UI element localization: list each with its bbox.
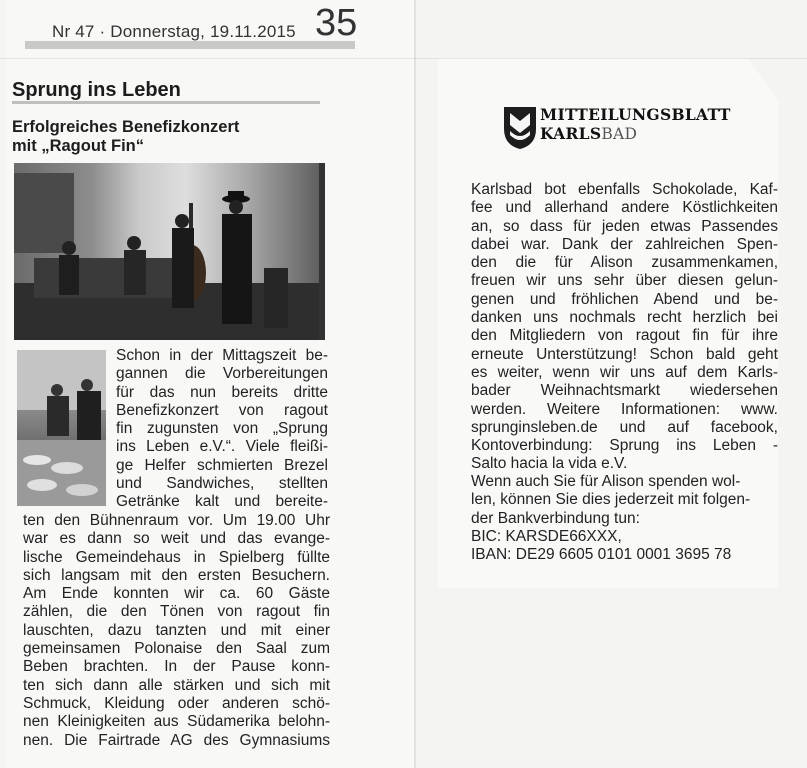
text-line: BIC: KARSDE66XXX, [471, 527, 622, 545]
text-line: dabei war. Dank der zahlreichen Spen- [471, 235, 778, 253]
text-line: für das nun bereits dritte [116, 383, 328, 401]
bank-details-text [471, 473, 778, 564]
article-text-narrow [116, 347, 328, 512]
text-line: Schmuck, Kleidung oder anderen schö- [23, 694, 330, 712]
band-photo-drawing [14, 163, 325, 340]
text-line: bader Weihnachtsmarkt wiedersehen [471, 382, 778, 400]
masthead-town-bold: KARLS [540, 124, 602, 143]
text-line: gannen die Vorbereitungen [116, 365, 328, 383]
text-line: Getränke kalt und bereite- [116, 493, 328, 511]
text-line: an, so dass für jeden etwas Passendes [471, 217, 778, 235]
text-line: genen und fröhlichen Abend und be- [471, 290, 778, 308]
article-text-wide [23, 512, 330, 750]
text-line: ins Leben e.V.“. Viele fleißi- [116, 438, 328, 456]
text-line: Schon in der Mittagszeit be- [116, 347, 328, 364]
buffet-helpers-photo-icon [17, 350, 106, 506]
text-line: zählen, die den Tönen von ragout fin [23, 603, 330, 621]
continuation-text [471, 181, 778, 474]
text-line: Salto hacia la vida e.V. [471, 455, 628, 473]
text-line: und Sandwiches, stellten [116, 475, 328, 493]
text-line: sprunginsleben.de und auf facebook, [471, 418, 778, 436]
text-line: fin zugunsten von „Sprung [116, 420, 328, 438]
text-line: war es dann so weit und das evange- [23, 530, 330, 548]
text-line: Kontoverbindung: Sprung ins Leben - [471, 437, 778, 455]
page-number: 35 [315, 2, 358, 44]
headline-line: mit „Ragout Fin“ [12, 137, 144, 155]
header-bar [25, 41, 355, 49]
text-line: der Bankverbindung tun: [471, 509, 640, 527]
text-line: Benefizkonzert von ragout [116, 401, 328, 419]
text-line: IBAN: DE29 6605 0101 0001 3695 78 [471, 546, 732, 564]
text-line: den die für Alison zusammenkamen, [471, 254, 778, 272]
text-line: lauschten, dazu tanzten und mit einer [23, 621, 330, 639]
text-line: ten den Bühnenraum vor. Um 19.00 Uhr [23, 512, 330, 529]
masthead-town [540, 124, 637, 143]
text-line: Am Ende konnten wir ca. 60 Gäste [23, 585, 330, 603]
text-line: gemeinsamen Polonaise den Saal zum [23, 640, 330, 658]
scan-fold-line [414, 0, 416, 768]
text-line: fee und allerhand andere Köstlichkeiten [471, 199, 778, 217]
section-rule [12, 101, 320, 104]
band-performance-photo-icon [14, 163, 325, 340]
text-line: werden. Weitere Informationen: www. [471, 400, 778, 418]
text-line: Beben brachten. In der Pause konn- [23, 658, 330, 676]
text-line: ge Helfer schmierten Brezel [116, 456, 328, 474]
text-line: Karlsbad bot ebenfalls Schokolade, Kaf- [471, 181, 778, 198]
text-line: danken uns nochmals recht herzlich bei [471, 309, 778, 327]
headline-line: Erfolgreiches Benefizkonzert [12, 118, 240, 136]
text-line: den Mitgliedern von ragout fin für ihre [471, 327, 778, 345]
text-line: nen Kleinigkeiten aus Südamerika belohn- [23, 713, 330, 731]
karlsbad-crest-icon [500, 103, 540, 151]
scan-edge-line [0, 58, 807, 59]
text-line: len, können Sie dies jederzeit mit folgen- [471, 491, 751, 509]
text-line: es weiter, wenn wir uns auf dem Karls- [471, 363, 778, 381]
text-line: freuen wir uns sehr über diesen gelun- [471, 272, 778, 290]
masthead-town-light: BAD [601, 125, 638, 143]
issue-date-line: Nr 47 · Donnerstag, 19.11.2015 [52, 22, 296, 41]
masthead-title: MITTEILUNGSBLATT [540, 105, 731, 124]
text-line: sich langsam mit den ersten Besuchern. [23, 566, 330, 584]
text-line: Wenn auch Sie für Alison spenden wol- [471, 473, 741, 490]
text-line: nen. Die Fairtrade AG des Gymnasiums [23, 731, 330, 749]
text-line: lische Gemeindehaus in Spielberg füllte [23, 548, 330, 566]
masthead [500, 103, 750, 151]
section-title: Sprung ins Leben [12, 79, 181, 101]
text-line: ten sich dann alle stärken und sich mit [23, 676, 330, 694]
buffet-photo-drawing [17, 350, 106, 506]
article-headline [12, 118, 312, 156]
text-line: erneute Unterstützung! Schon bald geht [471, 345, 778, 363]
